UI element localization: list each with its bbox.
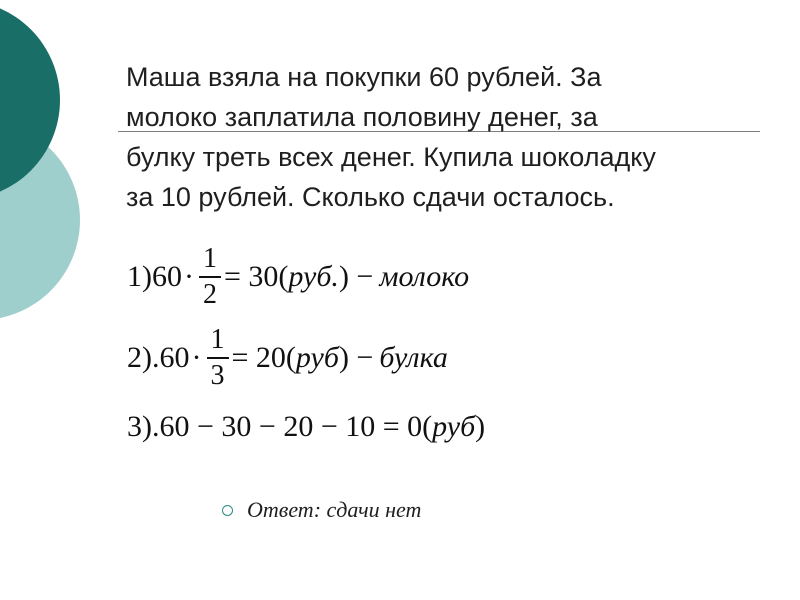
eq2-denominator: 3 [210,359,225,391]
eq1-close: ) − [338,259,374,293]
equation-step-2 [127,326,448,390]
eq2-fraction [207,326,229,390]
eq1-prefix: 1)60 [127,259,182,293]
circle-bullet-icon [222,505,233,516]
problem-line: молоко заплатила половину денег, за [126,102,598,132]
eq2-unit: руб [295,340,339,374]
equation-step-1 [127,245,469,309]
fraction-bar [199,276,221,278]
eq2-result: = 20( [231,340,296,374]
eq1-unit: руб. [288,259,339,293]
eq1-numerator: 1 [203,243,217,274]
eq1-label: молоко [379,259,470,293]
eq1-result: = 30( [224,259,289,293]
eq1-dot: · [184,259,194,293]
eq1-denominator: 2 [203,278,217,310]
problem-text [126,57,776,217]
answer-bullet-item [222,497,421,523]
eq2-numerator: 1 [210,324,225,355]
eq1-fraction [199,245,221,309]
eq3-text: 3).60 − 30 − 20 − 10 = 0( [127,410,433,443]
eq2-label: булка [379,340,448,374]
problem-line: за 10 рублей. Сколько сдачи осталось. [126,182,615,212]
eq2-close: ) − [338,340,374,374]
equation-step-3 [127,410,485,444]
answer-text: Ответ: сдачи нет [247,497,422,522]
eq3-unit: руб [432,410,476,443]
eq3-close: ) [475,410,486,443]
eq2-prefix: 2).60 [127,340,190,374]
eq2-dot: · [191,340,202,374]
problem-line: булку треть всех денег. Купила шоколадку [126,142,656,172]
fraction-bar [207,357,229,359]
problem-line: Маша взяла на покупки 60 рублей. За [126,62,602,92]
